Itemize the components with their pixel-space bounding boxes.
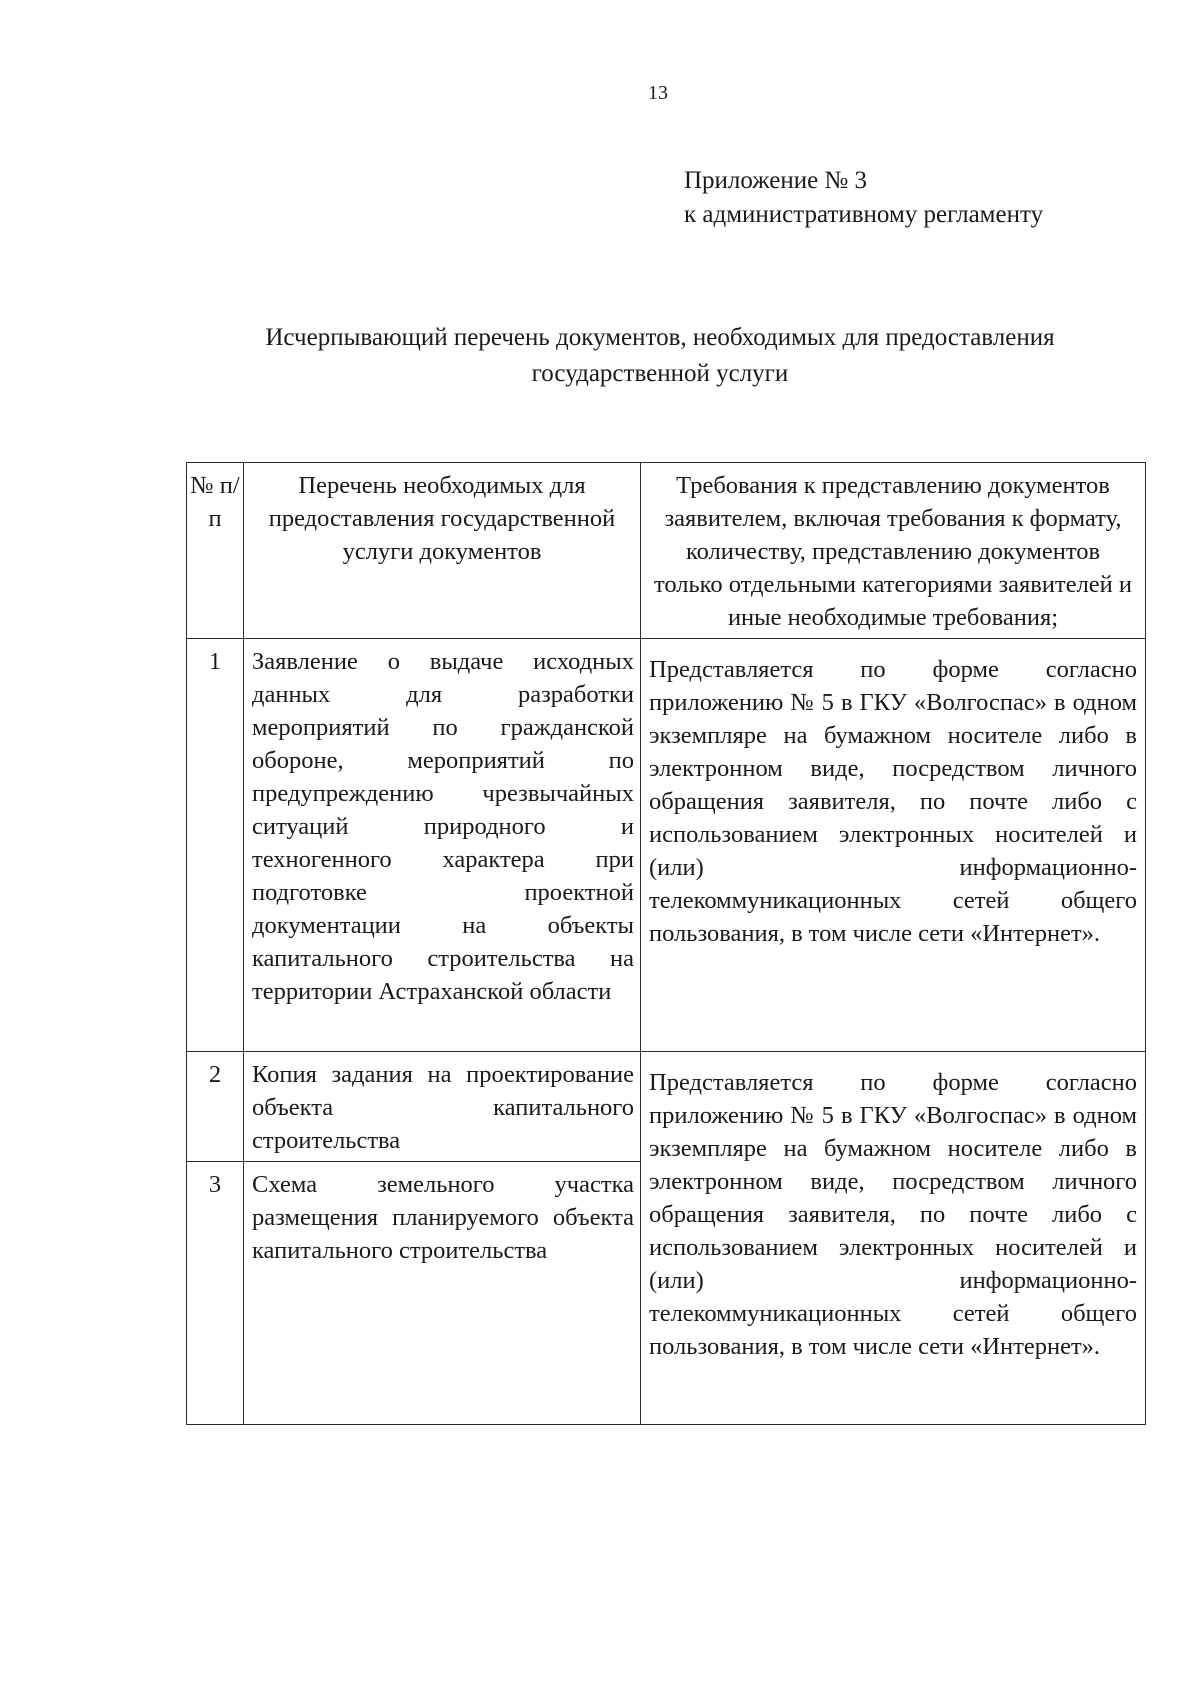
documents-table xyxy=(186,462,1146,1425)
appendix-number: Приложение № 3 xyxy=(684,167,868,194)
table-row xyxy=(187,639,1146,1052)
row-document: Схема земельного участка размещения планируемого объекта капитального строительства xyxy=(244,1162,641,1425)
appendix-reference: к административному регламенту xyxy=(684,201,1044,228)
appendix-heading xyxy=(684,164,1043,232)
document-title xyxy=(150,320,1170,392)
row-requirement: Представляется по форме согласно приложению № 5 в ГКУ «Волгоспас» в одном экземпляре на бумажном носителе либо в электронном виде, посредством личного обращения заявителя, по почте либо с использованием электронных носителей и (или) информационно-телекоммуникационных сетей общего пользования, в том числе сети «Интернет». xyxy=(641,1052,1146,1425)
header-requirements: Требования к представлению документов заявителем, включая требования к формату, количеству, представлению документов только отдельными категориями заявителей и иные необходимые требования; xyxy=(641,463,1146,639)
row-number: 3 xyxy=(187,1162,244,1425)
row-document: Копия задания на проектирование объекта капитального строительства xyxy=(244,1052,641,1162)
table-row xyxy=(187,1052,1146,1162)
document-title-line-1: Исчерпывающий перечень документов, необходимых для предоставления xyxy=(265,324,1055,351)
table-header-row xyxy=(187,463,1146,639)
row-number: 1 xyxy=(187,639,244,1052)
row-requirement: Представляется по форме согласно приложению № 5 в ГКУ «Волгоспас» в одном экземпляре на бумажном носителе либо в электронном виде, посредством личного обращения заявителя, по почте либо с использованием электронных носителей и (или) информационно-телекоммуникационных сетей общего пользования, в том числе сети «Интернет». xyxy=(641,639,1146,1052)
document-title-line-2: государственной услуги xyxy=(531,360,789,387)
header-number: № п/п xyxy=(187,463,244,639)
row-number: 2 xyxy=(187,1052,244,1162)
page-number: 13 xyxy=(648,82,668,104)
header-documents: Перечень необходимых для предоставления государственной услуги документов xyxy=(244,463,641,639)
row-document: Заявление о выдаче исходных данных для разработки мероприятий по гражданской обороне, мероприятий по предупреждению чрезвычайных ситуаций природного и техногенного характера при подготовке проектной документации на объекты капитального строительства на территории Астраханской области xyxy=(244,639,641,1052)
